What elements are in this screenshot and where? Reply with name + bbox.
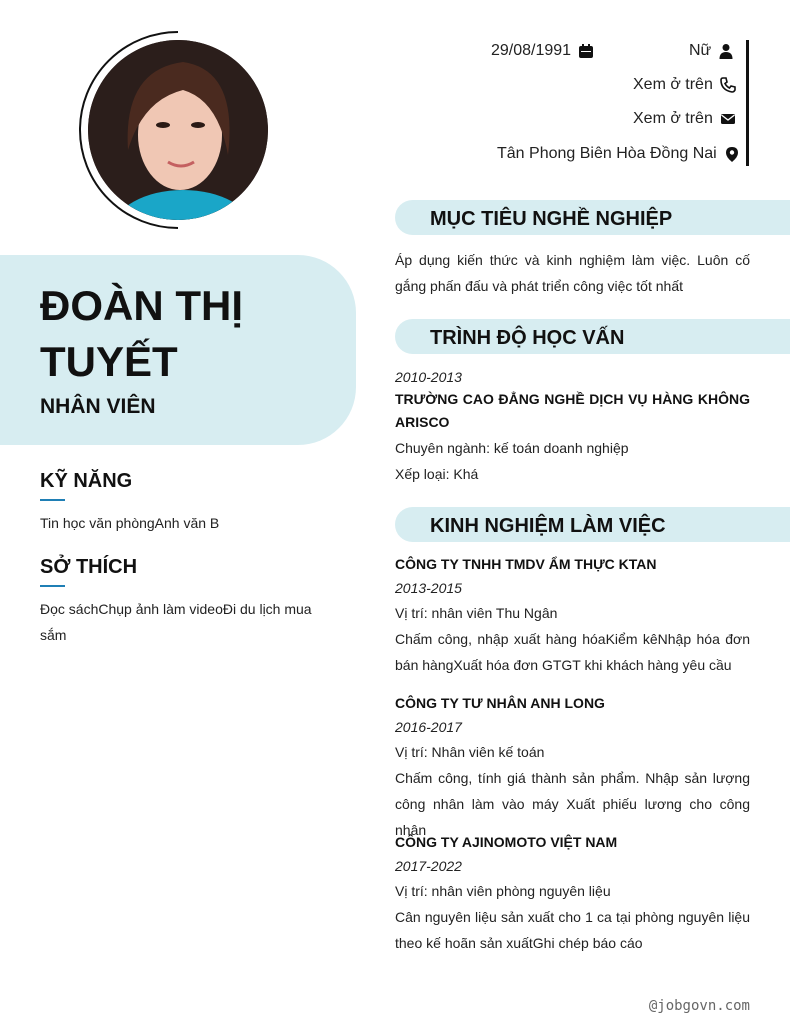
education-major: Chuyên ngành: kế toán doanh nghiệp — [395, 440, 629, 456]
objective-text: Áp dụng kiến thức và kinh nghiệm làm việc. Luôn cố gắng phấn đấu và phát triển công việc tốt nhất — [395, 252, 750, 294]
job-description: Cân nguyên liệu sản xuất cho 1 ca tại phòng nguyên liệu theo kế hoãn sản xuấtGhi chép báo cáo — [395, 909, 750, 951]
experience-header — [395, 507, 790, 542]
skills-text: Tin học văn phòngAnh văn B — [40, 515, 220, 531]
address-row — [497, 145, 740, 163]
job-company: CÔNG TY TNHH TMDV ẨM THỰC KTAN — [395, 556, 657, 572]
job-description: Chấm công, nhập xuất hàng hóaKiểm kêNhập hóa đơn bán hàngXuất hóa đơn GTGT khi khách hàng yêu cầu — [395, 631, 750, 673]
candidate-job-title: NHÂN VIÊN — [40, 395, 156, 418]
job-period: 2017-2022 — [395, 858, 462, 874]
gender-row — [689, 42, 734, 60]
birthday-row — [491, 42, 594, 60]
hobbies-text: Đọc sáchChụp ảnh làm videoĐi du lịch mua sắm — [40, 601, 312, 643]
address-text: Tân Phong Biên Hòa Đồng Nai — [497, 145, 717, 162]
phone-row — [633, 76, 736, 94]
skills-underline — [40, 499, 65, 501]
email-row — [633, 110, 736, 128]
education-heading: TRÌNH ĐỘ HỌC VẤN — [430, 327, 625, 349]
email-text: Xem ở trên — [633, 110, 713, 127]
skills-heading: KỸ NĂNG — [40, 470, 133, 492]
job-position: Vị trí: nhân viên Thu Ngân — [395, 605, 558, 621]
education-rank: Xếp loại: Khá — [395, 466, 479, 482]
envelope-icon — [720, 111, 736, 127]
footer-watermark: @jobgovn.com — [648, 998, 750, 1014]
education-school: TRƯỜNG CAO ĐẲNG NGHỀ DỊCH VỤ HÀNG KHÔNG ARISCO — [395, 391, 750, 430]
job-position: Vị trí: Nhân viên kế toán — [395, 744, 545, 760]
education-period: 2010-2013 — [395, 369, 462, 385]
contact-divider — [746, 40, 749, 166]
calendar-icon — [578, 43, 594, 59]
objective-header — [395, 200, 790, 235]
phone-icon — [720, 77, 736, 93]
objective-heading: MỤC TIÊU NGHỀ NGHIỆP — [430, 208, 673, 230]
job-description: Chấm công, tính giá thành sản phẩm. Nhập sản lượng công nhân làm vào máy Xuất phiếu lương cho công nhân — [395, 770, 750, 838]
job-company: CÔNG TY TƯ NHÂN ANH LONG — [395, 695, 605, 711]
job-position: Vị trí: nhân viên phòng nguyên liệu — [395, 883, 611, 899]
profile-photo — [88, 40, 268, 220]
hobbies-heading: SỞ THÍCH — [40, 556, 138, 578]
candidate-name: ĐOÀN THỊ TUYẾT — [40, 282, 243, 385]
experience-heading: KINH NGHIỆM LÀM VIỆC — [430, 515, 666, 537]
education-header — [395, 319, 790, 354]
person-icon — [718, 43, 734, 59]
hobbies-underline — [40, 585, 65, 587]
profile-photo-frame — [78, 30, 278, 230]
gender-text: Nữ — [689, 42, 712, 59]
location-pin-icon — [724, 146, 740, 162]
job-company: CÔNG TY AJINOMOTO VIỆT NAM — [395, 834, 618, 850]
birthday-text: 29/08/1991 — [491, 42, 572, 59]
phone-text: Xem ở trên — [633, 76, 713, 93]
job-period: 2016-2017 — [395, 719, 462, 735]
job-period: 2013-2015 — [395, 580, 462, 596]
